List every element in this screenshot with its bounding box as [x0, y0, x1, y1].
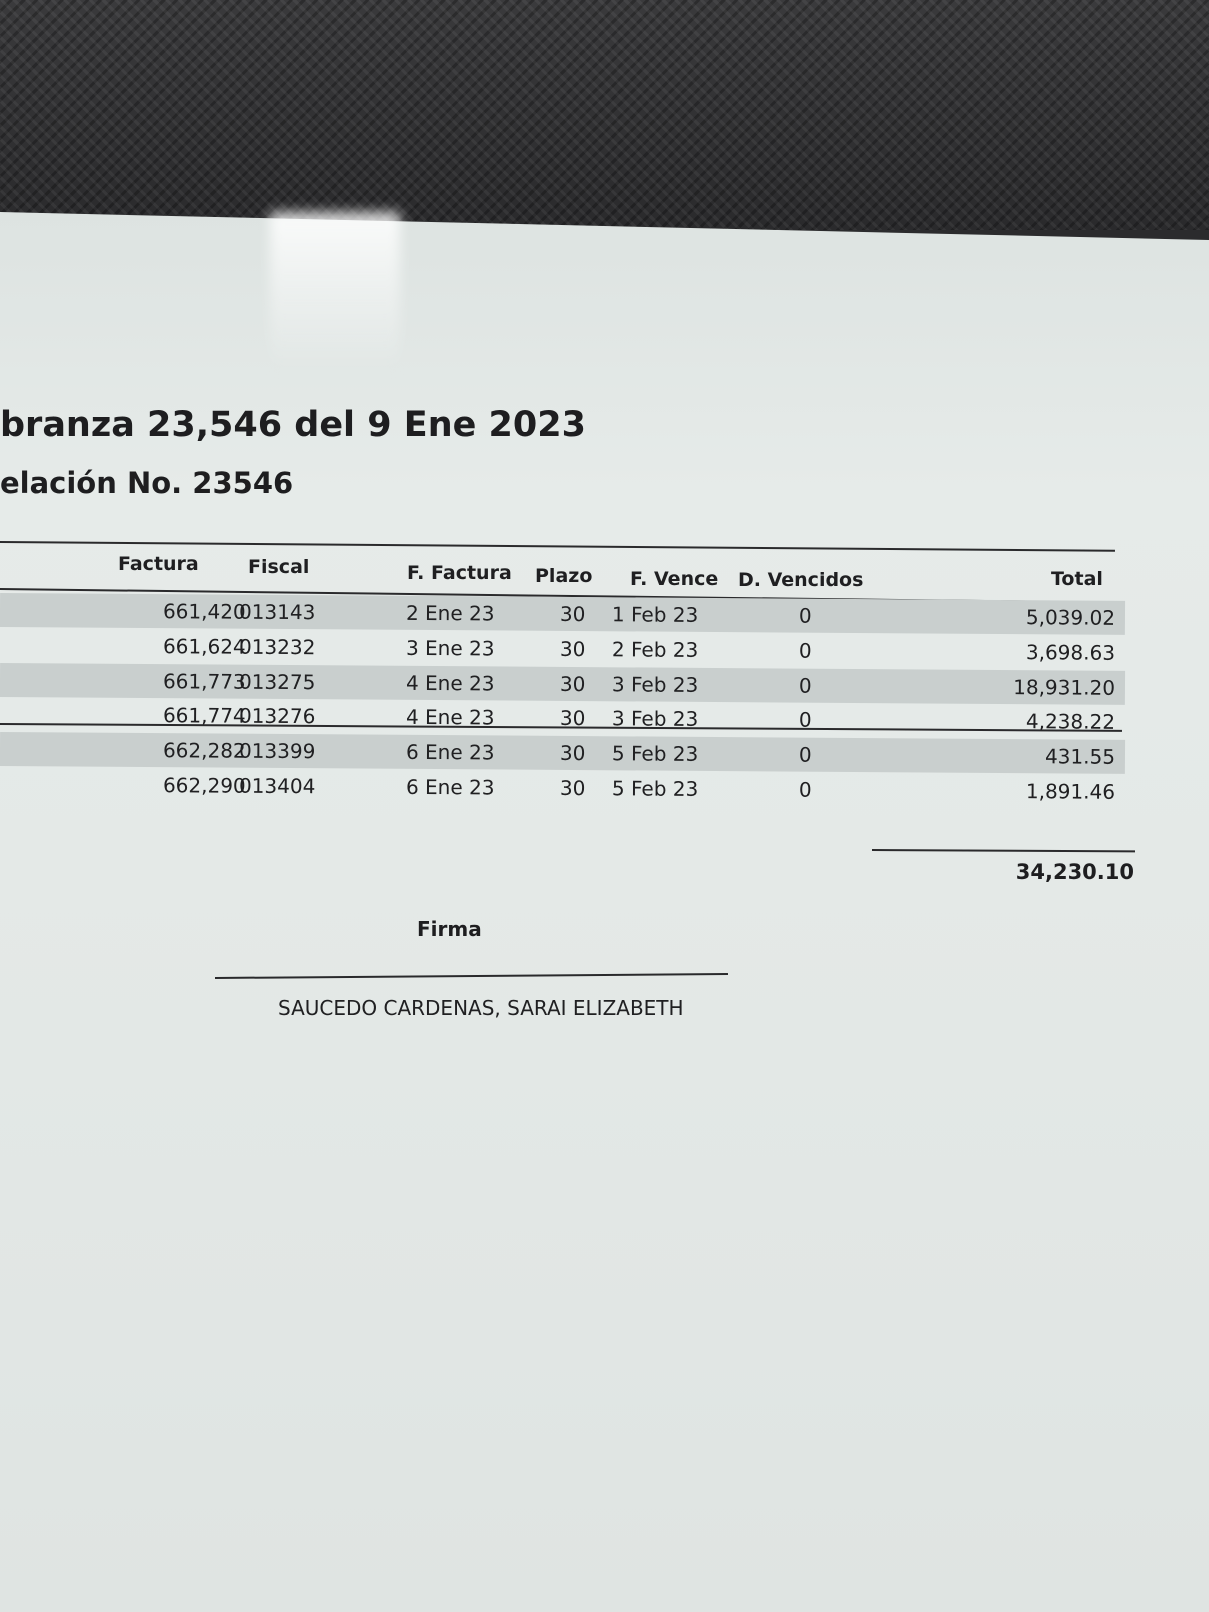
signer-name: SAUCEDO CARDENAS, SARAI ELIZABETH	[278, 996, 684, 1020]
cell-fiscal: 013232	[238, 634, 316, 660]
header-factura: Factura	[118, 553, 199, 575]
cell-plazo: 30	[559, 671, 586, 697]
grand-total: 34,230.10	[1015, 860, 1134, 884]
cell-total: 4,238.22	[1025, 709, 1116, 734]
cell-d-vencidos: 0	[798, 673, 812, 698]
header-f-factura: F. Factura	[407, 562, 512, 584]
header-f-vence: F. Vence	[630, 568, 719, 590]
cell-plazo: 30	[559, 636, 586, 662]
header-fiscal: Fiscal	[248, 556, 310, 578]
cell-plazo: 30	[559, 740, 586, 766]
cell-f-vence: 5 Feb 23	[611, 776, 699, 801]
cell-fiscal: 013143	[238, 599, 316, 625]
cell-d-vencidos: 0	[798, 777, 812, 802]
cell-d-vencidos: 0	[798, 638, 812, 663]
cell-factura: 661,624	[162, 634, 246, 659]
cell-f-vence: 3 Feb 23	[611, 706, 699, 731]
header-d-vencidos: D. Vencidos	[738, 569, 864, 591]
cell-plazo: 30	[559, 601, 586, 627]
cell-factura: 661,773	[162, 669, 246, 694]
cell-f-factura: 3 Ene 23	[405, 635, 495, 661]
cell-f-factura: 2 Ene 23	[405, 600, 495, 626]
cell-f-factura: 4 Ene 23	[405, 670, 495, 696]
cell-factura: 661,420	[162, 599, 246, 624]
cell-fiscal: 013276	[238, 703, 316, 729]
cell-f-vence: 1 Feb 23	[611, 602, 699, 627]
cell-f-factura: 6 Ene 23	[405, 774, 495, 800]
cell-total: 1,891.46	[1025, 779, 1116, 804]
document-subtitle: elación No. 23546	[0, 466, 294, 500]
cell-total: 3,698.63	[1025, 640, 1116, 665]
header-total: Total	[1051, 568, 1103, 590]
cell-factura: 661,774	[162, 703, 246, 728]
signature-label: Firma	[417, 917, 482, 941]
cell-f-vence: 2 Feb 23	[611, 637, 699, 662]
cell-d-vencidos: 0	[798, 742, 812, 767]
cell-d-vencidos: 0	[798, 603, 812, 628]
cell-f-vence: 5 Feb 23	[611, 741, 699, 766]
cell-factura: 662,290	[162, 773, 246, 798]
cell-fiscal: 013399	[238, 738, 316, 764]
cell-total: 18,931.20	[1013, 675, 1116, 700]
cell-f-factura: 4 Ene 23	[405, 704, 495, 730]
light-glare	[270, 212, 400, 372]
cell-plazo: 30	[559, 775, 586, 801]
cell-d-vencidos: 0	[798, 707, 812, 732]
document-title: branza 23,546 del 9 Ene 2023	[0, 405, 586, 445]
cell-f-vence: 3 Feb 23	[611, 672, 699, 697]
cell-total: 431.55	[1044, 744, 1116, 769]
cell-factura: 662,282	[162, 738, 246, 763]
cell-f-factura: 6 Ene 23	[405, 739, 495, 765]
fabric-background	[0, 0, 1209, 230]
cell-total: 5,039.02	[1025, 605, 1116, 630]
cell-plazo: 30	[559, 705, 586, 731]
header-plazo: Plazo	[535, 565, 593, 587]
cell-fiscal: 013275	[238, 669, 316, 695]
cell-fiscal: 013404	[238, 773, 316, 799]
